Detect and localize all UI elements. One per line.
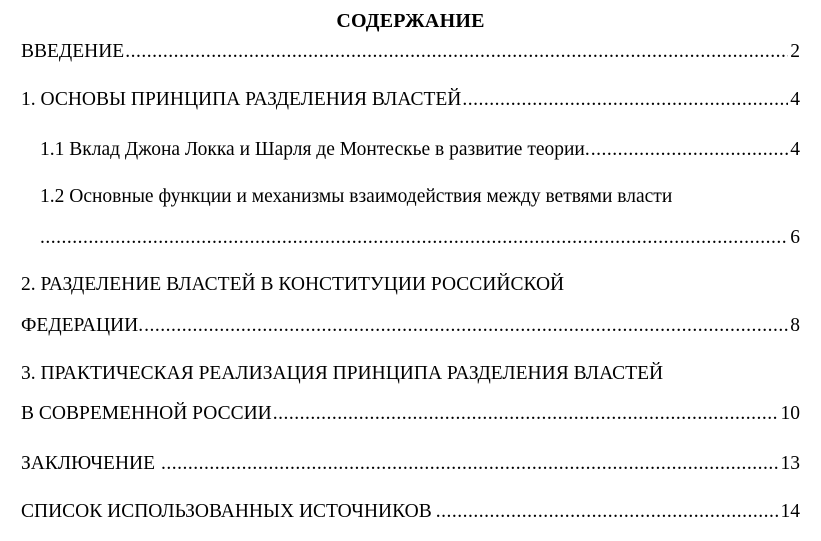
dot-leader	[462, 88, 788, 112]
toc-entry-chapter-2-label: 2. РАЗДЕЛЕНИЕ ВЛАСТЕЙ В КОНСТИТУЦИИ РОССИЙСКОЙ	[21, 274, 565, 295]
toc-entry-section-1-2-label: 1.2 Основные функции и механизмы взаимодействия между ветвями власти	[40, 186, 673, 207]
toc-page-number: 10	[780, 403, 800, 424]
toc-entry-label: 1.1 Вклад Джона Локка и Шарля де Монтескье в развитие теории.	[40, 139, 590, 160]
toc-entry-chapter-2	[21, 314, 800, 338]
toc-page-number: 4	[790, 89, 800, 110]
toc-entry-label: 1. ОСНОВЫ ПРИНЦИПА РАЗДЕЛЕНИЯ ВЛАСТЕЙ	[21, 89, 462, 110]
toc-entry-chapter-1	[21, 88, 800, 112]
dot-leader	[161, 452, 778, 476]
toc-entry-label: ФЕДЕРАЦИИ.	[21, 315, 144, 336]
page-title: СОДЕРЖАНИЕ	[336, 10, 485, 32]
dot-leader	[273, 402, 779, 426]
toc-entry-label: ЗАКЛЮЧЕНИЕ	[21, 453, 156, 474]
dot-leader	[144, 314, 788, 338]
toc-entry-section-1-1	[40, 138, 800, 162]
toc-entry-introduction	[21, 40, 800, 64]
dot-leader	[125, 40, 788, 64]
toc-entry-chapter-3-label: 3. ПРАКТИЧЕСКАЯ РЕАЛИЗАЦИЯ ПРИНЦИПА РАЗДЕЛЕНИЯ ВЛАСТЕЙ	[21, 363, 664, 384]
toc-entry-label: ВВЕДЕНИЕ	[21, 41, 125, 62]
toc-page-number: 8	[790, 315, 800, 336]
toc-entry-references	[21, 500, 800, 524]
toc-page-number: 4	[790, 139, 800, 160]
toc-page-number: 14	[780, 501, 800, 522]
toc-entry-label: СПИСОК ИСПОЛЬЗОВАННЫХ ИСТОЧНИКОВ	[21, 501, 432, 522]
dot-leader	[591, 138, 789, 162]
toc-page-number: 2	[790, 41, 800, 62]
toc-entry-conclusion	[21, 452, 800, 476]
toc-entry-chapter-3	[21, 402, 800, 426]
toc-entry-section-1-2	[40, 226, 800, 250]
toc-entry-label: В СОВРЕМЕННОЙ РОССИИ	[21, 403, 272, 424]
toc-page-number: 6	[790, 227, 800, 248]
toc-page-number: 13	[780, 453, 800, 474]
dot-leader	[40, 226, 788, 250]
dot-leader	[436, 500, 779, 524]
